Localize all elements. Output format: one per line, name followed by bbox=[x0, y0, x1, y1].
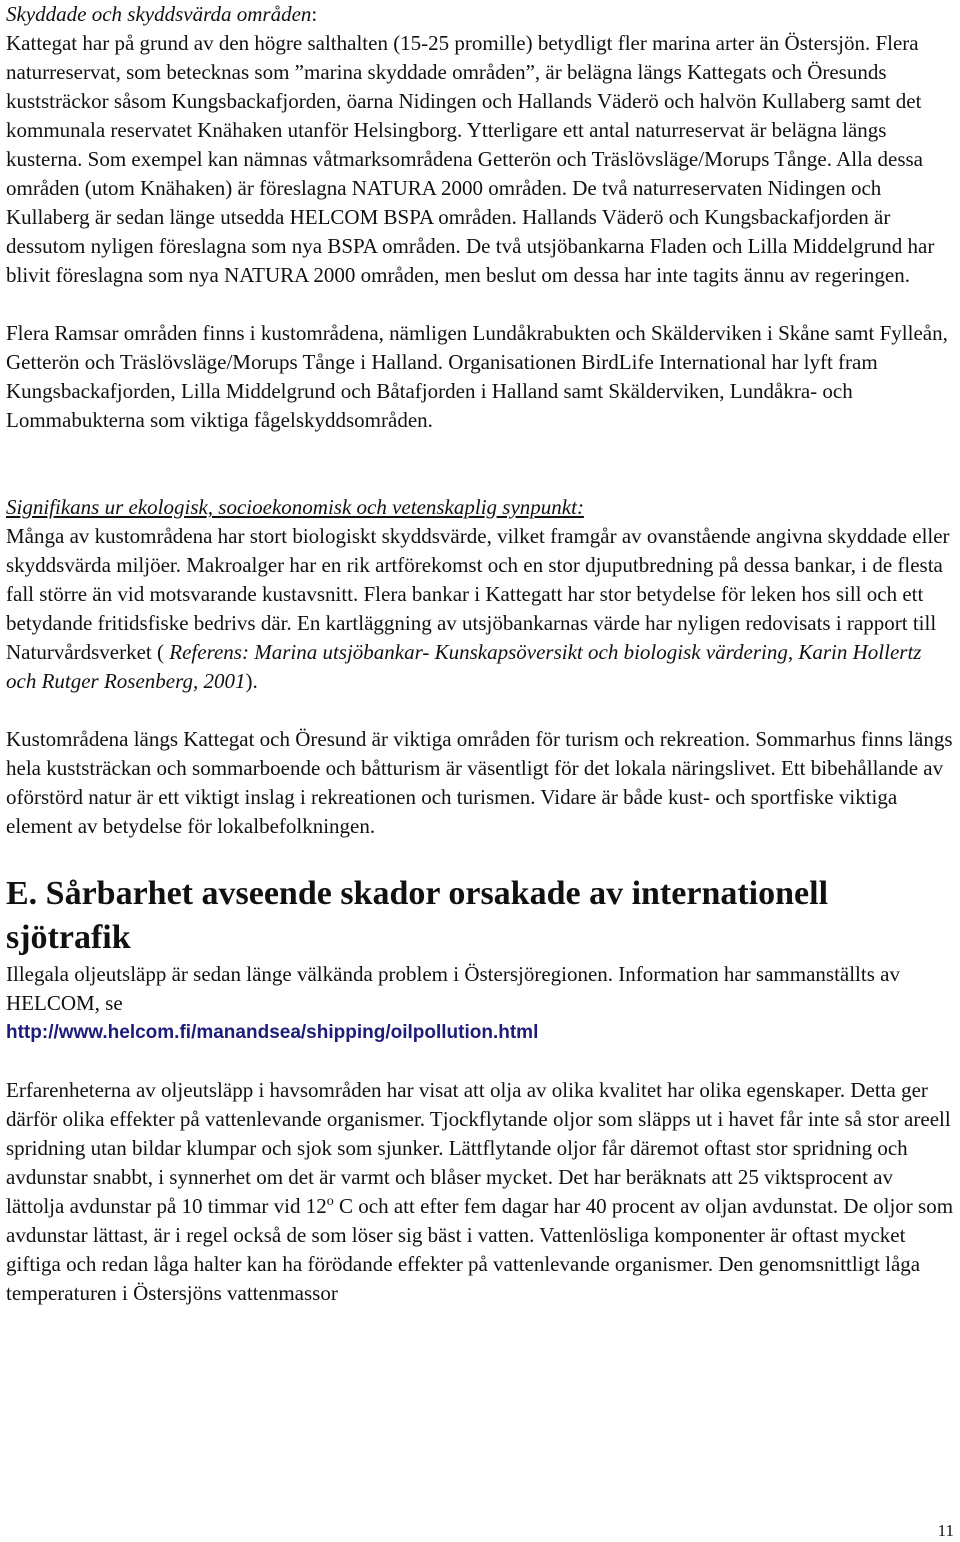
paragraph-biological-value bbox=[6, 522, 954, 696]
paragraph-tourism: Kustområdena längs Kattegat och Öresund är viktiga områden för turism och rekreation. Sommarhus finns längs hela kuststräckan och sommarboende och båtturism är väsentligt för det lokala näringslivet. Ett bibehållande av oförstörd natur är ett viktigt inslag i rekreationen och turismen. Vidare är både kust- och sportfiske viktiga element av betydelse för lokalbefolkningen. bbox=[6, 727, 953, 838]
paragraph-oil-experience-text: Erfarenheterna av oljeutsläpp i havsområden har visat att olja av olika kvalitet har olika egenskaper. Detta ger därför olika effekter på vattenlevande organismer. Tjockflytande oljor som släpps ut i havet får inte så stor areell spridning utan bildar klumpar och sjok som sjunker. Lättflytande oljor får däremot oftast stor spridning och avdunstar snabbt, i synnerhet om det är varmt och blåser mycket. Det har beräknats att 25 viktsprocent av lättolja avdunstar på 10 timmar vid 12 bbox=[6, 1078, 951, 1218]
section-title-significance: Signifikans ur ekologisk, socioekonomisk och vetenskaplig synpunkt: bbox=[6, 495, 584, 519]
section-title-colon: : bbox=[311, 2, 318, 26]
paragraph-ramsar-areas: Flera Ramsar områden finns i kustområdena, nämligen Lundåkrabukten och Skälderviken i Skåne samt Fylleån, Getterön och Träslövsläge/Morups Tånge i Halland. Organisationen BirdLife International har lyft fram Kungsbackafjorden, Lilla Middelgrund och Båtafjorden i Halland samt Skälderviken, Lundåkra- och Lommabukterna som viktiga fågelskyddsområden. bbox=[6, 321, 948, 432]
paragraph-protected-areas: Kattegat har på grund av den högre salthalten (15-25 promille) betydligt fler marina arter än Östersjön. Flera naturreservat, som betecknas som ”marina skyddade områden”, är belägna längs Kattegats och Öresunds kuststräckor såsom Kungsbackafjorden, öarna Nidingen och Hallands Väderö och halvön Kullaberg samt det kommunala reservatet Knähaken utanför Helsingborg. Ytterligare ett antal naturreservat är belägna längs kusterna. Som exempel kan nämnas våtmarksområdena Getterön och Träslövsläge/Morups Tånge. Alla dessa områden (utom Knähaken) är föreslagna NATURA 2000 områden. De två naturreservaten Nidingen och Kullaberg är sedan länge utsedda HELCOM BSPA områden. Hallands Väderö och Kungsbackafjorden är dessutom nyligen föreslagna som nya BSPA områden. De två utsjöbankarna Fladen och Lilla Middelgrund har blivit föreslagna som nya NATURA 2000 områden, men beslut om dessa har inte tagits ännu av regeringen. bbox=[6, 31, 935, 287]
paragraph-oil-spills-intro: Illegala oljeutsläpp är sedan länge välkända problem i Östersjöregionen. Information har sammanställts av HELCOM, se bbox=[6, 962, 900, 1015]
degree-superscript: o bbox=[326, 1194, 334, 1209]
reference-citation: Referens: Marina utsjöbankar- Kunskapsöversikt och biologisk värdering, Karin Hollertz och Rutger Rosenberg, 2001 bbox=[6, 640, 922, 693]
paragraph-oil-experience-rest: C och att efter fem dagar har 40 procent av oljan avdunstat. De oljor som avdunstar lättast, är i regel också de som löser sig bäst i vatten. Vattenlösliga komponenter är oftast mycket giftiga och redan låga halter kan ha förödande effekter på vattenlevande organismer. Den genomsnittligt låga temperaturen i Östersjöns vattenmassor bbox=[6, 1194, 954, 1305]
section-heading-e: E. Sårbarhet avseende skador orsakade av internationell sjötrafik bbox=[6, 875, 829, 956]
section-title-text: Skyddade och skyddsvärda områden bbox=[6, 2, 312, 26]
document-page bbox=[6, 0, 954, 1308]
paragraph-biological-value-text: Många av kustområdena har stort biologiskt skyddsvärde, vilket framgår av ovanstående angivna skyddade eller skyddsvärda miljöer. Makroalger har en rik artförekomst och en stor djuputbredning på dessa bankar, i de flesta fall större än vid motsvarande kustavsnitt. Flera bankar i Kattegatt har stor betydelse för leken hos sill och ett betydande fritidsfiske bedrivs där. En kartläggning av utsjöbankarnas värde har nyligen redovisats i rapport till Naturvårdsverket ( bbox=[6, 524, 950, 664]
paragraph-oil-experience bbox=[6, 1076, 954, 1308]
section-title-protected-areas bbox=[6, 0, 954, 29]
reference-close: ). bbox=[245, 669, 258, 693]
helcom-oilpollution-link[interactable]: http://www.helcom.fi/manandsea/shipping/oilpollution.html bbox=[6, 1022, 539, 1043]
page-number: 11 bbox=[937, 1521, 954, 1540]
